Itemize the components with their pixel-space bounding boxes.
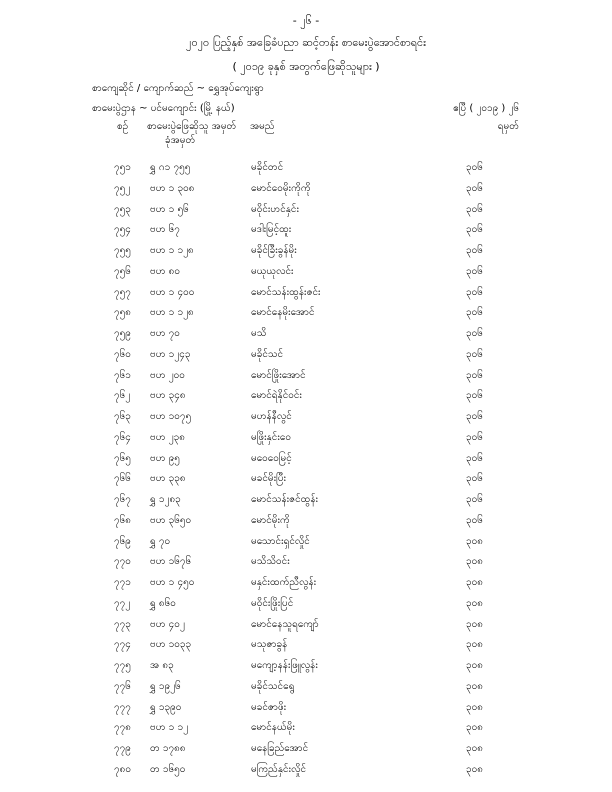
row-marks: ၃၀၈ <box>466 722 483 734</box>
row-name: မောင်နေသူရကျော် <box>251 618 319 630</box>
row-marks: ၃၀၆ <box>466 328 483 339</box>
row-number: ၇၈၀ <box>114 763 131 775</box>
row-marks: ၃၀၈ <box>466 639 483 651</box>
table-row <box>0 635 612 656</box>
row-number: ၇၆၁ <box>114 369 131 381</box>
row-marks: ၃၀၈ <box>466 680 483 692</box>
row-roll-number: ရွှ ၁၉၂၆ <box>150 680 181 692</box>
row-roll-number: အ ၈၃ <box>150 660 174 671</box>
row-marks: ၃၀၈ <box>466 660 483 671</box>
row-number: ၇၆၈ <box>114 514 131 526</box>
row-marks: ၃၀၆ <box>466 452 483 464</box>
row-roll-number: ရွှ ဂ၁ ၇၅၅ <box>150 162 191 173</box>
row-marks: ၃၀၆ <box>466 411 483 422</box>
row-name: မခင်ဇာဖိုး <box>251 701 287 713</box>
row-number: ၇၆၃ <box>114 411 131 422</box>
column-header-roll: စာမေးပွဲဖြေဆိုသူ အမှတ် <box>147 121 237 132</box>
table-row <box>0 386 612 407</box>
table-row <box>0 324 612 345</box>
row-marks: ၃၀၈ <box>466 763 483 775</box>
table-row <box>0 345 612 366</box>
row-number: ၇၇၂ <box>114 597 131 609</box>
row-number: ၇၆၉ <box>114 535 131 547</box>
row-number: ၇၇၅ <box>114 660 131 671</box>
row-roll-number: ဗဟ ၁ ၁၂၈ <box>150 307 194 319</box>
row-name: မောင်သန်းထွန်းဇင်း <box>251 286 321 298</box>
document-subtitle: ( ၂၀၁၉ ခုနှစ် အတွက်ဖြေဆိုသူများ ) <box>232 60 380 73</box>
row-number: ၇၆၄ <box>114 431 131 443</box>
table-row <box>0 615 612 636</box>
row-marks: ၃၀၈ <box>466 535 483 547</box>
row-marks: ၃၀၆ <box>466 245 483 256</box>
row-name: မခင်မိုးပြီး <box>251 473 287 485</box>
row-roll-number: ဗဟ ၁ ၁၂၈ <box>150 245 194 256</box>
row-marks: ၃၀၆ <box>466 203 483 215</box>
row-marks: ၃၀၆ <box>466 514 483 526</box>
row-name: မောင်ဝေမိုးကိုကို <box>251 182 311 194</box>
results-table <box>0 158 612 781</box>
column-header-no: စဉ် <box>117 121 129 132</box>
table-row <box>0 407 612 428</box>
row-number: ၇၇၁ <box>114 577 131 588</box>
row-name: မနှင်းထက်ညီလွန်း <box>251 577 317 588</box>
row-marks: ၃၀၆ <box>466 473 483 485</box>
row-name: မသောင်းရှင်လှိုင် <box>251 535 310 547</box>
row-number: ၇၆၀ <box>114 348 131 360</box>
row-marks: ၃၀၈ <box>466 556 483 568</box>
row-roll-number: တ ၁၆၅၀ <box>150 763 186 775</box>
row-name: မဝေဝေမြင့် <box>251 452 292 464</box>
row-roll-number: ဗဟ ၄၀၂ <box>150 618 185 630</box>
row-marks: ၃၀၆ <box>466 390 483 402</box>
row-number: ၇၅၆ <box>114 265 131 277</box>
row-number: ၇၇၆ <box>114 680 131 692</box>
row-roll-number: ဗဟ ၁၀၃၃ <box>150 639 192 651</box>
row-roll-number: ဗဟ ၁ ၅၆ <box>150 203 189 215</box>
row-name: မောင်ရဲနိုင်ဝင်း <box>251 390 302 402</box>
table-row <box>0 200 612 221</box>
table-row <box>0 428 612 449</box>
row-number: ၇၇၈ <box>114 722 131 734</box>
row-roll-number: ဗဟ ၃၃၈ <box>150 473 186 485</box>
row-roll-number: ရွှ ၈၆၀ <box>150 597 176 609</box>
row-number: ၇၅၈ <box>114 307 131 319</box>
table-row <box>0 552 612 573</box>
row-marks: ၃၀၆ <box>466 265 483 277</box>
table-row <box>0 283 612 304</box>
row-number: ၇၇၃ <box>114 618 131 630</box>
table-row <box>0 303 612 324</box>
row-number: ၇၇၉ <box>114 743 131 754</box>
row-name: မောင်နေမိုးအောင် <box>251 307 315 319</box>
row-marks: ၃၀၆ <box>466 182 483 194</box>
row-name: မကျော့နန်းဖြူလွန်း <box>251 660 318 671</box>
row-name: မောင်ဖြိုးအောင် <box>251 369 306 381</box>
row-roll-number: တ ၁၇၈၈ <box>150 743 186 754</box>
column-header-marks: ရမှတ် <box>497 121 519 132</box>
row-roll-number: ရွှ ၁၂၈၃ <box>150 494 181 505</box>
exam-center-line: စာမေးပွဲဌာန ~ ပင်မကျောင်း (မြို့ နယ်) <box>92 103 235 114</box>
table-row <box>0 449 612 470</box>
row-roll-number: ဗဟ ၁၆၇၆ <box>150 556 192 568</box>
row-name: မဝိုင်းဟင်နှင်း <box>251 203 299 215</box>
table-row <box>0 739 612 760</box>
row-roll-number: ဗဟ ၁၂၄၃ <box>150 348 191 360</box>
row-marks: ၃၀၆ <box>466 348 483 360</box>
table-row <box>0 179 612 200</box>
table-row <box>0 366 612 387</box>
row-roll-number: ဗဟ ၈၀ <box>150 265 181 277</box>
row-name: မသိ <box>251 328 267 339</box>
row-number: ၇၅၇ <box>114 286 131 298</box>
row-name: မကြည်နှင်းလှိုင် <box>251 763 307 775</box>
row-marks: ၃၀၆ <box>466 224 483 236</box>
row-marks: ၃၀၆ <box>466 286 483 298</box>
row-name: မယုယုလင်း <box>251 265 294 277</box>
row-number: ၇၇၀ <box>114 556 131 568</box>
row-number: ၇၆၅ <box>114 452 131 464</box>
table-row <box>0 532 612 553</box>
row-name: မဝိုင်းဖြိုးပြင် <box>251 597 294 609</box>
row-roll-number: ဗဟ ၂၃၈ <box>150 431 185 443</box>
row-roll-number: ဗဟ ၁ ၃၀၈ <box>150 182 195 194</box>
row-name: မဟန်နီလွင် <box>251 411 292 422</box>
row-name: မောင်နယ်မိုး <box>251 722 295 734</box>
row-roll-number: ဗဟ ၃၆၅၀ <box>150 514 192 526</box>
row-name: မခိုင်ခြီးခွန်မိုး <box>251 245 297 256</box>
row-marks: ၃၀၆ <box>466 307 483 319</box>
row-roll-number: ဗဟ ၁ ၄၀၀ <box>150 286 195 298</box>
column-header-name: အမည် <box>250 121 275 132</box>
row-name: မဖြိုးနှင်းဝေ <box>251 431 291 443</box>
table-row <box>0 718 612 739</box>
row-number: ၇၅၉ <box>114 328 131 339</box>
row-marks: ၃၀၈ <box>466 577 483 588</box>
row-number: ၇၆၇ <box>114 494 131 505</box>
row-number: ၇၇၄ <box>114 639 131 651</box>
row-roll-number: ဗဟ ၁ ၄၅၀ <box>150 577 195 588</box>
row-marks: ၃၀၈ <box>466 743 483 754</box>
row-marks: ၃၀၈ <box>466 618 483 630</box>
row-name: မောင်သန်းဇင်ထွန်း <box>251 494 319 505</box>
region-line: စာကျေဆိုင် / ကျောက်ဆည် ~ ရွှေအုပ်ကျေးရွာ <box>92 83 264 94</box>
row-number: ၇၇၇ <box>114 701 131 713</box>
row-name: မခိုင်သင် <box>251 348 284 360</box>
column-header-roll-sub: ခုံအမှတ် <box>165 135 196 146</box>
row-name: မောင်မိုးကို <box>251 514 290 526</box>
row-name: မခိုင်တင် <box>251 162 284 173</box>
table-row <box>0 594 612 615</box>
table-row <box>0 573 612 594</box>
document-title: ၂၀၂၀ ပြည့်နှစ် အခြေခံပညာ ဆင့်တန်း စာမေးပွဲအောင်စာရင်း <box>186 36 426 49</box>
row-name: မခိုင်သင်ရွေ <box>251 680 295 692</box>
row-roll-number: ဗဟ ၆၇ <box>150 224 180 236</box>
table-row <box>0 698 612 719</box>
date-line: ဧပြီ ( ၂၀၁၉ ) ၂၆ <box>453 103 519 114</box>
row-marks: ၃၀၆ <box>466 494 483 505</box>
row-name: မနေခြည်အောင် <box>251 743 309 754</box>
row-roll-number: ရွှ ၇၀ <box>150 535 171 547</box>
row-marks: ၃၀၈ <box>466 701 483 713</box>
row-roll-number: ဗဟ ၉၅ <box>150 452 180 464</box>
row-roll-number: ဗဟ ၇၀ <box>150 328 180 339</box>
table-row <box>0 220 612 241</box>
row-name: မဒါးမြင့်ထူး <box>251 224 292 236</box>
row-roll-number: ဗဟ ၁၀၇၅ <box>150 411 192 422</box>
row-marks: ၃၀၆ <box>466 431 483 443</box>
table-row <box>0 760 612 781</box>
row-roll-number: ဗဟ ၃၄၈ <box>150 390 186 402</box>
row-number: ၇၅၁ <box>114 162 131 173</box>
row-roll-number: ဗဟ ၂၀၀ <box>150 369 185 381</box>
row-name: မသုဇာခွန် <box>251 639 288 651</box>
row-number: ၇၆၂ <box>114 390 131 402</box>
row-name: မသိသိဝင်း <box>251 556 290 568</box>
table-row <box>0 677 612 698</box>
row-marks: ၃၀၈ <box>466 597 483 609</box>
table-row <box>0 262 612 283</box>
table-row <box>0 241 612 262</box>
row-number: ၇၅၅ <box>114 245 131 256</box>
row-marks: ၃၀၆ <box>466 369 483 381</box>
row-roll-number: ဗဟ ၁ ၁၂ <box>150 722 189 734</box>
table-row <box>0 469 612 490</box>
row-number: ၇၅၃ <box>114 203 131 215</box>
row-number: ၇၆၆ <box>114 473 131 485</box>
row-roll-number: ရွှ ၁၃၉၀ <box>150 701 182 713</box>
row-number: ၇၅၄ <box>114 224 131 236</box>
page-number: - ၂၆ - <box>292 14 320 27</box>
row-number: ၇၅၂ <box>114 182 131 194</box>
row-marks: ၃၀၆ <box>466 162 483 173</box>
table-row <box>0 158 612 179</box>
table-row <box>0 490 612 511</box>
table-row <box>0 511 612 532</box>
table-row <box>0 656 612 677</box>
